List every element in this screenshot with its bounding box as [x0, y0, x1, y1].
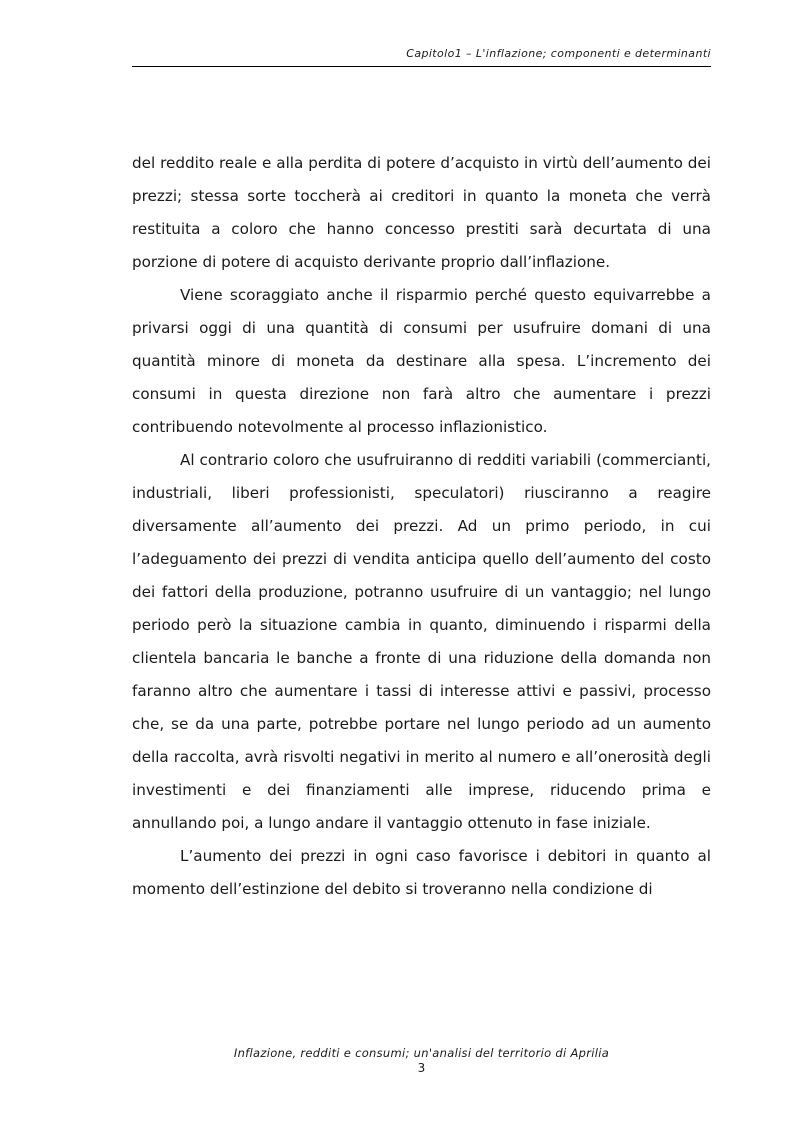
- running-footer: Inflazione, redditi e consumi; un'analisi del territorio di Aprilia: [233, 1046, 610, 1060]
- paragraph: L’aumento dei prezzi in ogni caso favorisce i debitori in quanto al momento dell’estinzione del debito si troveranno nella condizione di: [132, 847, 711, 898]
- body-text: [132, 147, 711, 906]
- paragraph: Viene scoraggiato anche il risparmio perché questo equivarrebbe a privarsi oggi di una quantità di consumi per usufruire domani di una quantità minore di moneta da destinare alla spesa. L’incremento dei consumi in questa direzione non farà altro che aumentare i prezzi contribuendo notevolmente al processo inflazionistico.: [132, 286, 711, 436]
- header-divider: [132, 66, 711, 67]
- running-header: Capitolo1 – L'inflazione; componenti e determinanti: [406, 47, 711, 60]
- paragraph: Al contrario coloro che usufruiranno di redditi variabili (commercianti, industriali, liberi professionisti, speculatori) riusciranno a reagire diversamente all’aumento dei prezzi. Ad un primo periodo, in cui l’adeguamento dei prezzi di vendita anticipa quello dell’aumento del costo dei fattori della produzione, potranno usufruire di un vantaggio; nel lungo periodo però la situazione cambia in quanto, diminuendo i risparmi della clientela bancaria le banche a fronte di una riduzione della domanda non faranno altro che aumentare i tassi di interesse attivi e passivi, processo che, se da una parte, potrebbe portare nel lungo periodo ad un aumento della raccolta, avrà risvolti negativi in merito al numero e all’onerosità degli investimenti e dei finanziamenti alle imprese, riducendo prima e annullando poi, a lungo andare il vantaggio ottenuto in fase iniziale.: [132, 451, 711, 832]
- paragraph-continuation: del reddito reale e alla perdita di potere d’acquisto in virtù dell’aumento dei prezzi; stessa sorte toccherà ai creditori in quanto la moneta che verrà restituita a coloro che hanno concesso prestiti sarà decurtata di una porzione di potere di acquisto derivante proprio dall’inflazione.: [132, 154, 711, 271]
- page-number: 3: [417, 1061, 426, 1075]
